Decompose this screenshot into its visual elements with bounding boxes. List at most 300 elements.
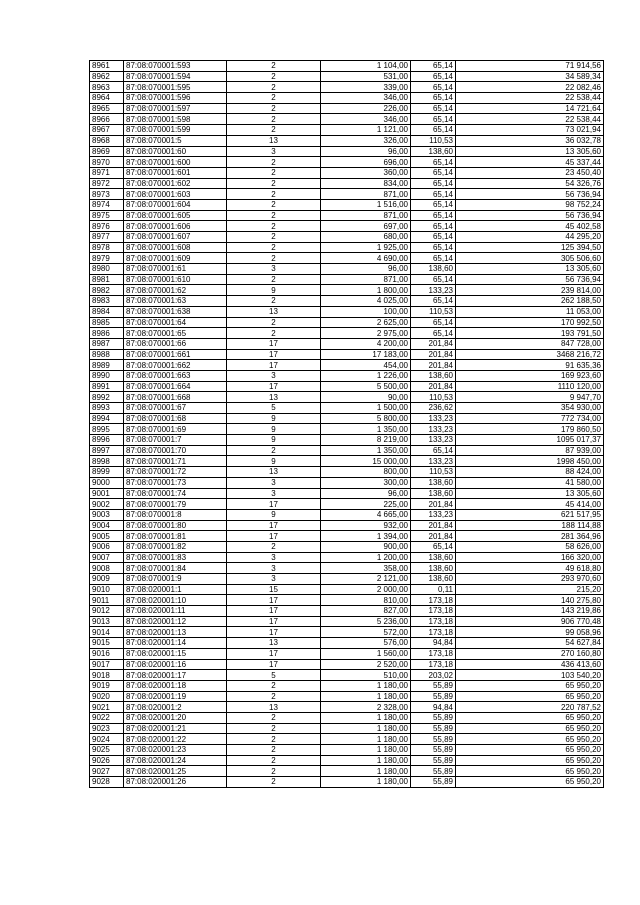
row-number-cell: 8996 [90,435,124,446]
cadastral-number-cell: 87:08:070001:81 [124,531,227,542]
table-row [90,424,604,435]
specific-value-cell: 65,14 [411,199,456,210]
area-cell: 360,00 [321,167,411,178]
specific-value-cell: 65,14 [411,103,456,114]
specific-value-cell: 94,84 [411,638,456,649]
cadastral-value-cell: 1110 120,00 [456,381,604,392]
row-number-cell: 8966 [90,114,124,125]
cadastral-value-cell: 36 032,78 [456,135,604,146]
table-row [90,381,604,392]
table-body [90,61,604,788]
area-cell: 2 975,00 [321,328,411,339]
group-cell: 2 [227,232,321,243]
area-cell: 1 350,00 [321,424,411,435]
cadastral-value-cell: 65 950,20 [456,680,604,691]
table-row [90,199,604,210]
cadastral-number-cell: 87:08:020001:21 [124,723,227,734]
cadastral-number-cell: 87:08:070001:662 [124,360,227,371]
cadastral-value-cell: 99 058,96 [456,627,604,638]
table-row [90,680,604,691]
table-row [90,584,604,595]
table-row [90,531,604,542]
table-row [90,114,604,125]
table-row [90,734,604,745]
row-number-cell: 8989 [90,360,124,371]
specific-value-cell: 65,14 [411,189,456,200]
group-cell: 9 [227,435,321,446]
cadastral-value-cell: 621 517,95 [456,509,604,520]
specific-value-cell: 138,60 [411,477,456,488]
group-cell: 2 [227,199,321,210]
group-cell: 2 [227,125,321,136]
area-cell: 90,00 [321,392,411,403]
specific-value-cell: 55,89 [411,766,456,777]
row-number-cell: 8977 [90,232,124,243]
cadastral-number-cell: 87:08:070001:70 [124,445,227,456]
table-row [90,616,604,627]
table-row [90,157,604,168]
area-cell: 696,00 [321,157,411,168]
area-cell: 454,00 [321,360,411,371]
cadastral-number-cell: 87:08:070001:73 [124,477,227,488]
group-cell: 13 [227,392,321,403]
cadastral-number-cell: 87:08:020001:12 [124,616,227,627]
group-cell: 2 [227,755,321,766]
row-number-cell: 8969 [90,146,124,157]
group-cell: 9 [227,424,321,435]
specific-value-cell: 65,14 [411,274,456,285]
table-row [90,595,604,606]
area-cell: 531,00 [321,71,411,82]
cadastral-number-cell: 87:08:070001:68 [124,413,227,424]
cadastral-value-cell: 305 506,60 [456,253,604,264]
group-cell: 17 [227,606,321,617]
cadastral-number-cell: 87:08:070001:595 [124,82,227,93]
specific-value-cell: 0,11 [411,584,456,595]
table-row [90,499,604,510]
area-cell: 1 121,00 [321,125,411,136]
area-cell: 697,00 [321,221,411,232]
area-cell: 871,00 [321,189,411,200]
group-cell: 17 [227,349,321,360]
specific-value-cell: 55,89 [411,755,456,766]
specific-value-cell: 173,18 [411,648,456,659]
specific-value-cell: 65,14 [411,157,456,168]
cadastral-value-cell: 22 082,46 [456,82,604,93]
cadastral-number-cell: 87:08:070001:661 [124,349,227,360]
group-cell: 17 [227,360,321,371]
group-cell: 3 [227,488,321,499]
row-number-cell: 9016 [90,648,124,659]
area-cell: 1 350,00 [321,445,411,456]
cadastral-number-cell: 87:08:070001:9 [124,574,227,585]
group-cell: 2 [227,328,321,339]
cadastral-number-cell: 87:08:020001:13 [124,627,227,638]
table-row [90,370,604,381]
cadastral-value-cell: 23 450,40 [456,167,604,178]
group-cell: 2 [227,296,321,307]
cadastral-number-cell: 87:08:070001:5 [124,135,227,146]
row-number-cell: 9003 [90,509,124,520]
specific-value-cell: 133,23 [411,509,456,520]
group-cell: 3 [227,370,321,381]
table-row [90,413,604,424]
group-cell: 2 [227,82,321,93]
specific-value-cell: 203,02 [411,670,456,681]
row-number-cell: 8990 [90,370,124,381]
row-number-cell: 9017 [90,659,124,670]
table-row [90,71,604,82]
specific-value-cell: 133,23 [411,424,456,435]
cadastral-number-cell: 87:08:070001:7 [124,435,227,446]
group-cell: 9 [227,509,321,520]
area-cell: 1 180,00 [321,777,411,788]
table-row [90,125,604,136]
area-cell: 810,00 [321,595,411,606]
area-cell: 900,00 [321,541,411,552]
cadastral-value-cell: 44 295,20 [456,232,604,243]
cadastral-number-cell: 87:08:020001:16 [124,659,227,670]
cadastral-value-cell: 88 424,00 [456,467,604,478]
group-cell: 2 [227,445,321,456]
row-number-cell: 8987 [90,338,124,349]
area-cell: 1 180,00 [321,723,411,734]
table-row [90,338,604,349]
specific-value-cell: 65,14 [411,114,456,125]
table-row [90,755,604,766]
row-number-cell: 8961 [90,61,124,72]
table-row [90,328,604,339]
specific-value-cell: 133,23 [411,285,456,296]
table-row [90,135,604,146]
table-row [90,563,604,574]
cadastral-number-cell: 87:08:070001:74 [124,488,227,499]
area-cell: 2 121,00 [321,574,411,585]
row-number-cell: 9007 [90,552,124,563]
cadastral-value-cell: 56 736,94 [456,210,604,221]
group-cell: 13 [227,306,321,317]
group-cell: 2 [227,114,321,125]
row-number-cell: 9008 [90,563,124,574]
area-cell: 4 200,00 [321,338,411,349]
table-row [90,253,604,264]
cadastral-number-cell: 87:08:070001:597 [124,103,227,114]
area-cell: 1 180,00 [321,745,411,756]
specific-value-cell: 65,14 [411,71,456,82]
area-cell: 1 180,00 [321,680,411,691]
row-number-cell: 9014 [90,627,124,638]
row-number-cell: 9023 [90,723,124,734]
specific-value-cell: 173,18 [411,616,456,627]
row-number-cell: 8982 [90,285,124,296]
specific-value-cell: 110,53 [411,467,456,478]
row-number-cell: 8980 [90,264,124,275]
area-cell: 96,00 [321,146,411,157]
area-cell: 1 500,00 [321,403,411,414]
row-number-cell: 9027 [90,766,124,777]
cadastral-value-cell: 169 923,60 [456,370,604,381]
row-number-cell: 9005 [90,531,124,542]
row-number-cell: 8991 [90,381,124,392]
table-row [90,317,604,328]
group-cell: 2 [227,189,321,200]
cadastral-number-cell: 87:08:070001:610 [124,274,227,285]
table-row [90,777,604,788]
group-cell: 2 [227,680,321,691]
group-cell: 2 [227,712,321,723]
cadastral-number-cell: 87:08:070001:596 [124,93,227,104]
group-cell: 2 [227,242,321,253]
cadastral-value-cell: 58 626,00 [456,541,604,552]
specific-value-cell: 55,89 [411,680,456,691]
row-number-cell: 9004 [90,520,124,531]
group-cell: 2 [227,766,321,777]
row-number-cell: 8993 [90,403,124,414]
specific-value-cell: 65,14 [411,167,456,178]
area-cell: 1 200,00 [321,552,411,563]
cadastral-value-cell: 293 970,60 [456,574,604,585]
cadastral-number-cell: 87:08:070001:80 [124,520,227,531]
cadastral-number-cell: 87:08:070001:663 [124,370,227,381]
row-number-cell: 8997 [90,445,124,456]
specific-value-cell: 55,89 [411,712,456,723]
cadastral-value-cell: 1998 450,00 [456,456,604,467]
cadastral-number-cell: 87:08:020001:14 [124,638,227,649]
table-row [90,638,604,649]
cadastral-value-cell: 56 736,94 [456,274,604,285]
cadastral-number-cell: 87:08:070001:63 [124,296,227,307]
area-cell: 1 104,00 [321,61,411,72]
specific-value-cell: 65,14 [411,82,456,93]
cadastral-value-cell: 13 305,60 [456,264,604,275]
specific-value-cell: 133,23 [411,456,456,467]
cadastral-value-cell: 215,20 [456,584,604,595]
cadastral-value-cell: 166 320,00 [456,552,604,563]
cadastral-number-cell: 87:08:020001:18 [124,680,227,691]
row-number-cell: 9006 [90,541,124,552]
specific-value-cell: 173,18 [411,595,456,606]
group-cell: 17 [227,520,321,531]
area-cell: 5 800,00 [321,413,411,424]
area-cell: 1 180,00 [321,755,411,766]
area-cell: 1 180,00 [321,734,411,745]
row-number-cell: 8963 [90,82,124,93]
group-cell: 9 [227,413,321,424]
cadastral-value-cell: 11 053,00 [456,306,604,317]
row-number-cell: 9001 [90,488,124,499]
cadastral-number-cell: 87:08:020001:17 [124,670,227,681]
specific-value-cell: 201,84 [411,360,456,371]
table-row [90,167,604,178]
area-cell: 932,00 [321,520,411,531]
group-cell: 2 [227,157,321,168]
cadastral-number-cell: 87:08:070001:593 [124,61,227,72]
cadastral-number-cell: 87:08:070001:609 [124,253,227,264]
cadastral-number-cell: 87:08:070001:79 [124,499,227,510]
row-number-cell: 8967 [90,125,124,136]
row-number-cell: 9028 [90,777,124,788]
table-row [90,659,604,670]
row-number-cell: 8986 [90,328,124,339]
table-row [90,520,604,531]
cadastral-value-cell: 65 950,20 [456,712,604,723]
cadastral-value-cell: 772 734,00 [456,413,604,424]
group-cell: 17 [227,338,321,349]
specific-value-cell: 55,89 [411,777,456,788]
specific-value-cell: 138,60 [411,552,456,563]
cadastral-value-cell: 270 160,80 [456,648,604,659]
row-number-cell: 8984 [90,306,124,317]
specific-value-cell: 55,89 [411,723,456,734]
table-row [90,103,604,114]
area-cell: 339,00 [321,82,411,93]
cadastral-number-cell: 87:08:070001:638 [124,306,227,317]
specific-value-cell: 65,14 [411,93,456,104]
cadastral-value-cell: 65 950,20 [456,755,604,766]
cadastral-number-cell: 87:08:070001:71 [124,456,227,467]
specific-value-cell: 110,53 [411,392,456,403]
specific-value-cell: 138,60 [411,574,456,585]
group-cell: 9 [227,285,321,296]
group-cell: 2 [227,167,321,178]
cadastral-value-cell: 13 305,60 [456,488,604,499]
specific-value-cell: 201,84 [411,338,456,349]
cadastral-value-cell: 220 787,52 [456,702,604,713]
area-cell: 5 236,00 [321,616,411,627]
cadastral-number-cell: 87:08:070001:83 [124,552,227,563]
group-cell: 2 [227,691,321,702]
row-number-cell: 9009 [90,574,124,585]
group-cell: 3 [227,574,321,585]
area-cell: 576,00 [321,638,411,649]
table-row [90,574,604,585]
table-row [90,552,604,563]
specific-value-cell: 65,14 [411,210,456,221]
specific-value-cell: 110,53 [411,306,456,317]
group-cell: 3 [227,563,321,574]
area-cell: 15 000,00 [321,456,411,467]
cadastral-number-cell: 87:08:070001:606 [124,221,227,232]
cadastral-number-cell: 87:08:070001:608 [124,242,227,253]
area-cell: 1 180,00 [321,766,411,777]
row-number-cell: 9025 [90,745,124,756]
row-number-cell: 8994 [90,413,124,424]
area-cell: 358,00 [321,563,411,574]
group-cell: 13 [227,702,321,713]
cadastral-value-cell: 73 021,94 [456,125,604,136]
cadastral-number-cell: 87:08:020001:15 [124,648,227,659]
cadastral-number-cell: 87:08:070001:594 [124,71,227,82]
cadastral-number-cell: 87:08:020001:20 [124,712,227,723]
area-cell: 2 520,00 [321,659,411,670]
specific-value-cell: 138,60 [411,488,456,499]
table-row [90,146,604,157]
specific-value-cell: 65,14 [411,125,456,136]
row-number-cell: 9020 [90,691,124,702]
group-cell: 2 [227,253,321,264]
cadastral-number-cell: 87:08:070001:607 [124,232,227,243]
group-cell: 2 [227,103,321,114]
specific-value-cell: 138,60 [411,146,456,157]
cadastral-value-cell: 140 275,80 [456,595,604,606]
table-row [90,723,604,734]
cadastral-value-cell: 170 992,50 [456,317,604,328]
area-cell: 834,00 [321,178,411,189]
cadastral-value-cell: 193 791,50 [456,328,604,339]
area-cell: 300,00 [321,477,411,488]
specific-value-cell: 173,18 [411,659,456,670]
area-cell: 2 625,00 [321,317,411,328]
specific-value-cell: 65,14 [411,541,456,552]
group-cell: 2 [227,210,321,221]
table-row [90,648,604,659]
row-number-cell: 8983 [90,296,124,307]
area-cell: 100,00 [321,306,411,317]
group-cell: 2 [227,745,321,756]
area-cell: 1 226,00 [321,370,411,381]
specific-value-cell: 65,14 [411,296,456,307]
row-number-cell: 9019 [90,680,124,691]
group-cell: 5 [227,403,321,414]
group-cell: 2 [227,541,321,552]
cadastral-number-cell: 87:08:070001:60 [124,146,227,157]
row-number-cell: 8976 [90,221,124,232]
table-row [90,435,604,446]
cadastral-value-cell: 65 950,20 [456,777,604,788]
specific-value-cell: 65,14 [411,221,456,232]
area-cell: 2 328,00 [321,702,411,713]
cadastral-value-cell: 14 721,64 [456,103,604,114]
row-number-cell: 8973 [90,189,124,200]
specific-value-cell: 65,14 [411,445,456,456]
specific-value-cell: 236,62 [411,403,456,414]
row-number-cell: 9026 [90,755,124,766]
cadastral-number-cell: 87:08:070001:67 [124,403,227,414]
group-cell: 2 [227,178,321,189]
area-cell: 871,00 [321,274,411,285]
group-cell: 2 [227,734,321,745]
specific-value-cell: 138,60 [411,370,456,381]
cadastral-value-cell: 91 635,36 [456,360,604,371]
area-cell: 4 665,00 [321,509,411,520]
cadastral-value-cell: 847 728,00 [456,338,604,349]
cadastral-value-cell: 22 538,44 [456,93,604,104]
group-cell: 2 [227,93,321,104]
cadastral-value-table [89,60,604,788]
row-number-cell: 8974 [90,199,124,210]
table-row [90,745,604,756]
cadastral-number-cell: 87:08:070001:82 [124,541,227,552]
area-cell: 1 560,00 [321,648,411,659]
table-row [90,702,604,713]
group-cell: 13 [227,467,321,478]
table-row [90,541,604,552]
cadastral-value-cell: 179 860,50 [456,424,604,435]
group-cell: 3 [227,477,321,488]
row-number-cell: 9002 [90,499,124,510]
cadastral-number-cell: 87:08:070001:604 [124,199,227,210]
group-cell: 17 [227,595,321,606]
cadastral-value-cell: 281 364,96 [456,531,604,542]
row-number-cell: 8970 [90,157,124,168]
group-cell: 3 [227,146,321,157]
specific-value-cell: 65,14 [411,232,456,243]
row-number-cell: 8995 [90,424,124,435]
cadastral-value-cell: 56 736,94 [456,189,604,200]
area-cell: 680,00 [321,232,411,243]
specific-value-cell: 65,14 [411,253,456,264]
specific-value-cell: 133,23 [411,413,456,424]
